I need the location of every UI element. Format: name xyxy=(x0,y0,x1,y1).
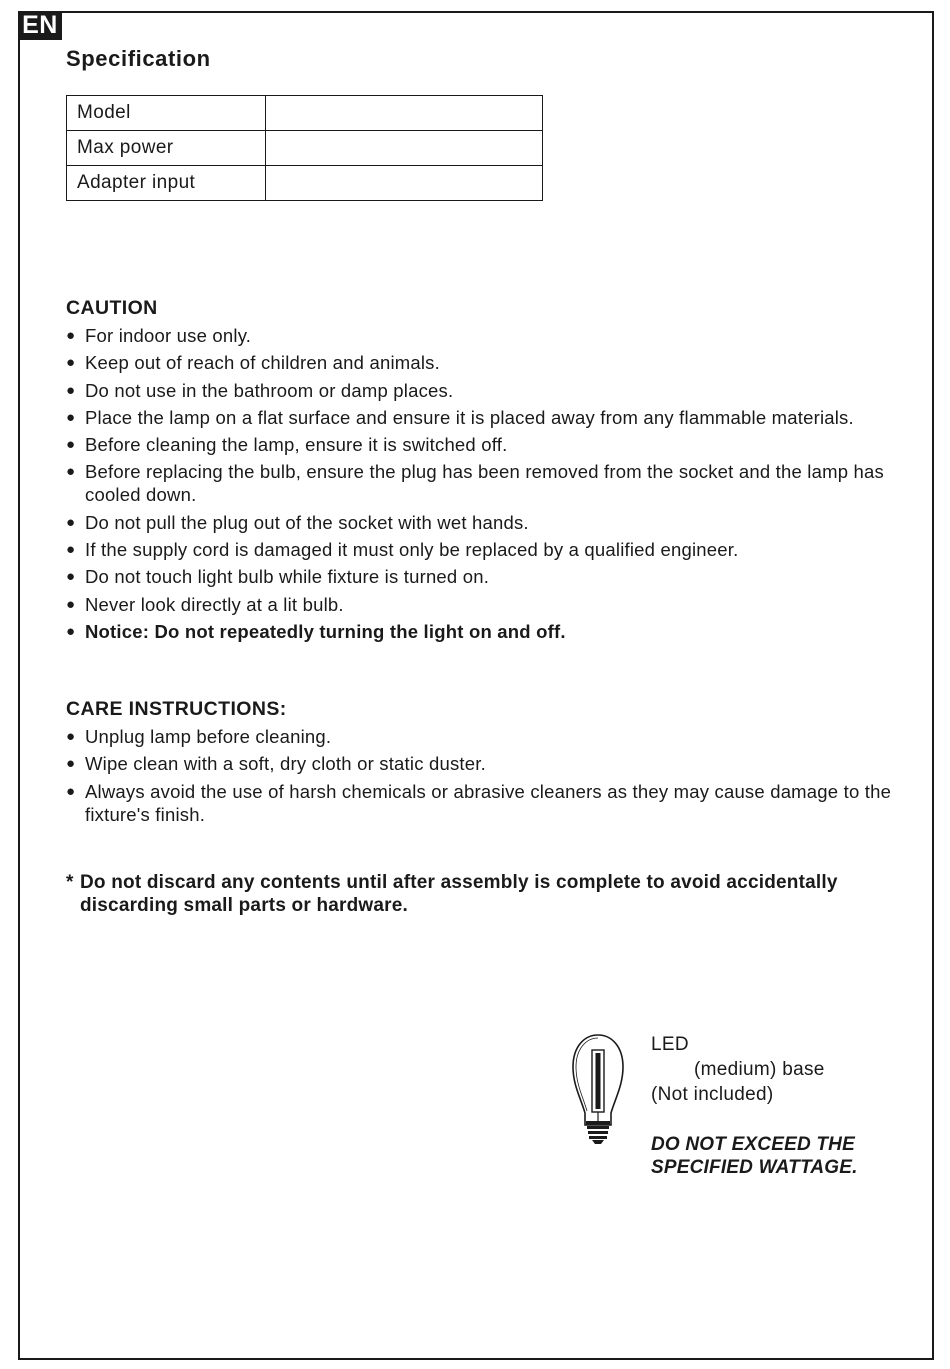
bullet-icon: ● xyxy=(66,354,76,372)
table-row xyxy=(67,131,543,166)
bulb-base: (medium) base xyxy=(694,1059,825,1080)
item-text: Before cleaning the lamp, ensure it is switched off. xyxy=(85,434,508,456)
caution-heading: CAUTION xyxy=(66,297,158,319)
bulb-screw-base xyxy=(587,1126,609,1139)
bullet-icon: ● xyxy=(66,327,76,344)
assembly-note xyxy=(66,871,840,917)
bullet-icon: ● xyxy=(66,513,76,531)
care-section xyxy=(66,698,896,830)
bulb-inner-outline xyxy=(576,1038,598,1111)
notice-item xyxy=(66,620,896,643)
item-text: If the supply cord is damaged it must only be replaced by a qualified engineer. xyxy=(85,539,739,561)
spec-label: Model xyxy=(67,96,266,131)
list-item xyxy=(66,752,896,775)
specification-table xyxy=(66,95,543,201)
list-item xyxy=(66,538,896,561)
filament xyxy=(596,1053,601,1109)
spec-value xyxy=(266,96,543,131)
spec-value xyxy=(266,166,543,201)
bullet-icon: ● xyxy=(66,463,76,481)
language-tag: EN xyxy=(18,11,62,40)
bullet-icon: ● xyxy=(66,622,76,640)
list-item xyxy=(66,351,896,374)
warning-line: SPECIFIED WATTAGE. xyxy=(651,1157,858,1178)
bulb-included-note: (Not included) xyxy=(651,1084,774,1105)
bullet-icon: ● xyxy=(66,381,76,399)
item-text: Always avoid the use of harsh chemicals or abrasive cleaners as they may cause damage to the fixture's finish. xyxy=(85,780,892,825)
item-text: Do not touch light bulb while fixture is turned on. xyxy=(85,566,490,588)
bullet-icon: ● xyxy=(66,568,76,586)
light-bulb-icon xyxy=(568,1033,628,1145)
list-item xyxy=(66,406,896,429)
list-item xyxy=(66,593,896,616)
caution-section xyxy=(66,297,896,647)
bullet-icon: ● xyxy=(66,595,76,613)
spec-label: Max power xyxy=(67,131,266,166)
spec-label: Adapter input xyxy=(67,166,266,201)
list-item xyxy=(66,565,896,588)
bulb-type: LED xyxy=(651,1034,689,1055)
list-item xyxy=(66,511,896,534)
bullet-icon: ● xyxy=(66,408,76,426)
spec-value xyxy=(266,131,543,166)
bullet-icon: ● xyxy=(66,541,76,559)
list-item xyxy=(66,725,896,748)
list-item xyxy=(66,780,896,826)
list-item xyxy=(66,433,896,456)
item-text: For indoor use only. xyxy=(85,325,252,346)
bullet-icon: ● xyxy=(66,728,76,745)
bullet-icon: ● xyxy=(66,436,76,454)
bullet-icon: ● xyxy=(66,755,76,773)
table-row xyxy=(67,96,543,131)
item-text: Never look directly at a lit bulb. xyxy=(85,593,344,615)
item-text: Unplug lamp before cleaning. xyxy=(85,726,332,747)
item-text: Keep out of reach of children and animals. xyxy=(85,352,440,374)
warning-line: DO NOT EXCEED THE xyxy=(651,1134,855,1155)
item-text: Wipe clean with a soft, dry cloth or static duster. xyxy=(85,753,486,775)
wattage-warning xyxy=(651,1133,858,1179)
list-item xyxy=(66,324,896,347)
table-row xyxy=(67,166,543,201)
specification-title: Specification xyxy=(66,46,211,71)
item-text: Notice: Do not repeatedly turning the light on and off. xyxy=(85,620,566,642)
item-text: Place the lamp on a flat surface and ensure it is placed away from any flammable materials. xyxy=(85,406,854,428)
care-heading: CARE INSTRUCTIONS: xyxy=(66,698,287,720)
bulb-info xyxy=(651,1032,825,1107)
item-text: Before replacing the bulb, ensure the plug has been removed from the socket and the lamp has cooled down. xyxy=(85,461,884,506)
list-item xyxy=(66,379,896,402)
note-text: Do not discard any contents until after assembly is complete to avoid accidentally discarding small parts or hardware. xyxy=(80,872,838,916)
bulb-neck xyxy=(586,1121,610,1125)
item-text: Do not use in the bathroom or damp places. xyxy=(85,379,454,401)
item-text: Do not pull the plug out of the socket with wet hands. xyxy=(85,511,529,533)
asterisk: * xyxy=(66,872,74,893)
bullet-icon: ● xyxy=(66,782,76,800)
list-item xyxy=(66,460,896,506)
bulb-base-tip xyxy=(592,1140,604,1144)
